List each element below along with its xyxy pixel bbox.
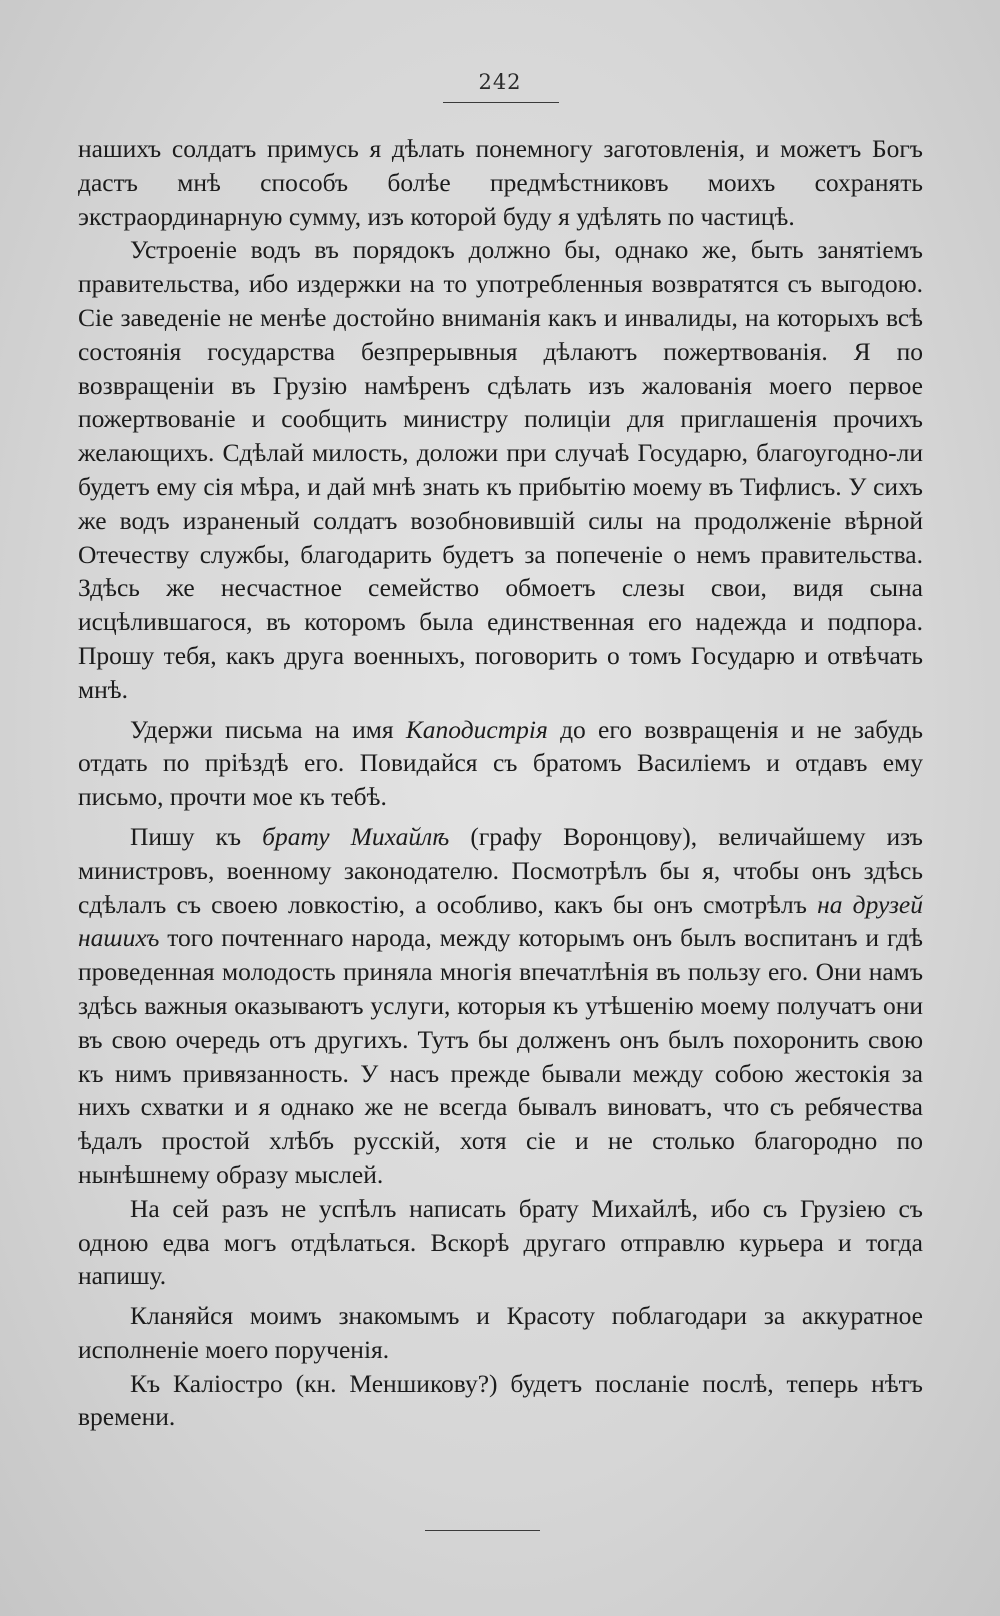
paragraph-4 [78,820,923,1192]
name-brat-mikhaile: брату Михайлѣ [262,821,450,851]
footer-rule [425,1530,540,1531]
paragraph-4-text-b: (графу Воронцову), величайшему изъ министровъ, военному законодателю. Посмотрѣлъ бы я, чтобы онъ здѣсь сдѣлалъ съ своею ловкостію, а особливо, какъ бы онъ смотрѣлъ [78,821,923,919]
page-number: 242 [478,70,522,94]
paragraph-3 [78,713,923,814]
paragraph-4-text-a: Пишу къ [130,821,263,851]
paragraph-1: нашихъ солдатъ примусь я дѣлать понемногу заготовленія, и можетъ Богъ дастъ мнѣ способъ болѣе предмѣстниковъ моихъ сохранять экстраординарную сумму, изъ которой буду я удѣлять по частицѣ. [78,134,923,231]
name-kapodistria: Каподистрія [405,714,548,744]
paragraph-3-text-b: до его возвращенія и не забудь отдать по пріѣздѣ его. Повидайся съ братомъ Василіемъ и отдавъ ему письмо, прочти мое къ тебѣ. [78,714,923,812]
phrase-na-druzey-nashikh: на друзей нашихъ [78,889,923,953]
paragraph-6: Кланяйся моимъ знакомымъ и Красоту поблагодари за аккуратное исполненіе моего порученія. [78,1301,923,1364]
paragraph-3-text-a: Удержи письма на имя [130,714,406,744]
paragraph-2: Устроеніе водъ въ порядокъ должно бы, однако же, быть занятіемъ правительства, ибо издержки на то употребленныя возвратятся съ выгодою. Сіе заведеніе не менѣе достойно вниманія какъ и инвалиды, на которыхъ всѣ состоянія государства безпрерывныя дѣлаютъ пожертвованія. Я по возвращеніи въ Грузію намѣренъ сдѣлать изъ жалованія моего первое пожертвованіе и сообщить министру полиціи для приглашенія прочихъ желающихъ. Сдѣлай милость, доложи при случаѣ Государю, благоугодно-ли будетъ ему сія мѣра, и дай мнѣ знать къ прибытію моему въ Тифлисъ. У сихъ же водъ израненый солдатъ возобновившій силы на продолженіе вѣрной Отечеству службы, благодарить будетъ за попеченіе о немъ правительства. Здѣсь же несчастное семейство обмоетъ слезы свои, видя сына исцѣлившагося, въ которомъ была единственная его надежда и подпора. Прошу тебя, какъ друга военныхъ, поговорить о томъ Государю и отвѣчать мнѣ. [78,235,923,704]
body-text [78,132,923,1434]
header-rule [443,102,559,103]
paragraph-7: Къ Каліостро (кн. Меншикову?) будетъ посланіе послѣ, теперь нѣтъ времени. [78,1368,923,1432]
paragraph-4-text-c: того почтеннаго народа, между которымъ онъ былъ воспитанъ и гдѣ проведенная молодость приняла многія впечатлѣнія въ пользу его. Они намъ здѣсь важныя оказываютъ услуги, которыя къ утѣшенію моему получатъ они въ свою очередь отъ другихъ. Тутъ бы долженъ онъ былъ похоронить свою къ нимъ привязанность. У насъ прежде бывали между собою жестокія за нихъ схватки и я однако же не всегда бывалъ виноватъ, что съ ребячества ѣдалъ простой хлѣбъ русскій, хотя сіе и не столько благородно по нынѣшнему образу мыслей. [78,923,923,1189]
paragraph-5: На сей разъ не успѣлъ написать брату Михайлѣ, ибо съ Грузіею съ одною едва могъ отдѣлаться. Вскорѣ другаго отправлю курьера и тогда напишу. [78,1193,923,1291]
